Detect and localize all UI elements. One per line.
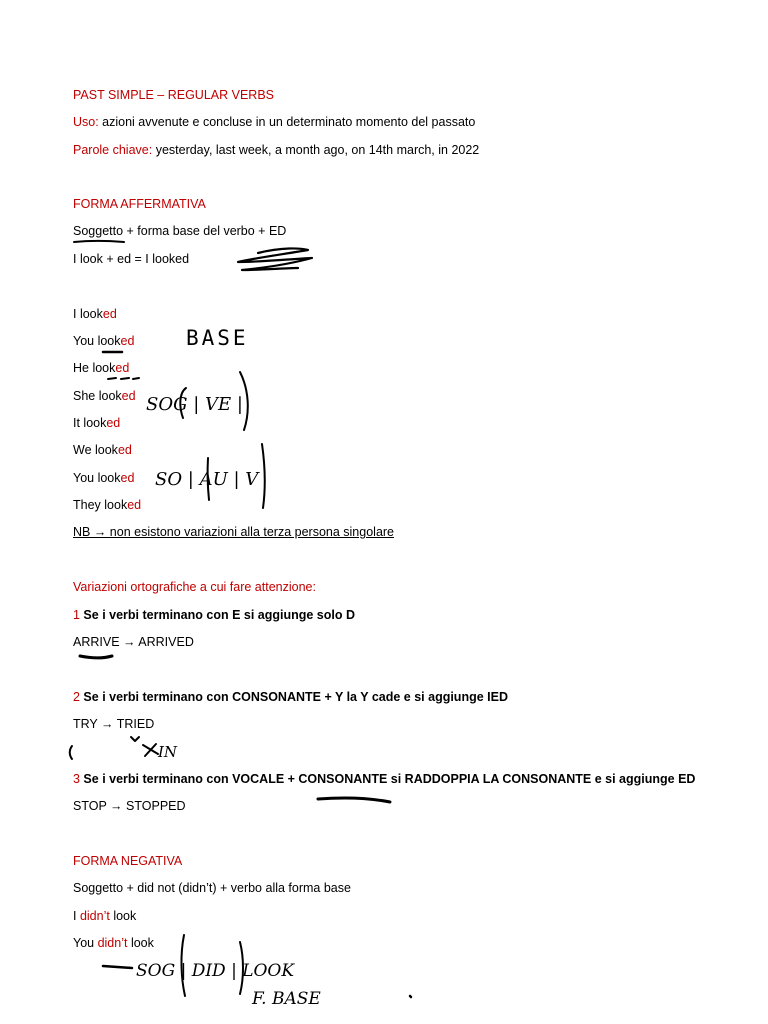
ink-mark-caret: [131, 737, 139, 741]
ink-underline-arrive: [80, 656, 112, 658]
ink-dash: [103, 966, 132, 968]
ink-dot: [410, 996, 411, 997]
negative-aux: didn’t: [79, 909, 110, 923]
ink-text-sog-ve: SOG | VE |: [146, 394, 243, 415]
negative-rule: Soggetto + did not (didn’t) + verbo alla forma base: [73, 881, 351, 895]
affirmative-title: FORMA AFFERMATIVA: [73, 197, 206, 211]
rule-number: 3: [73, 772, 80, 786]
negative-subject: I: [73, 909, 80, 923]
conjugation-subject: You look: [73, 334, 121, 348]
ink-mark-paren: [70, 746, 72, 759]
uso-text: azioni avvenute e concluse in un determinato momento del passato: [98, 115, 476, 129]
negative-verb: look: [109, 909, 137, 923]
conjugation-ending: ed: [127, 498, 142, 512]
conjugation-ending: ed: [117, 443, 132, 457]
ink-underline-consonante: [318, 798, 390, 802]
conjugation-subject: They look: [73, 498, 128, 512]
ink-scribble-1: [238, 248, 312, 270]
conjugation-ending: ed: [106, 416, 121, 430]
conjugation-subject: She look: [73, 389, 122, 403]
conjugation-ending: ed: [120, 334, 135, 348]
negative-aux: didn’t: [97, 936, 128, 950]
conjugation-subject: You look: [73, 471, 121, 485]
uso-label: Uso:: [73, 115, 99, 129]
conjugation-subject: We look: [73, 443, 118, 457]
negative-title: FORMA NEGATIVA: [73, 854, 183, 868]
ink-text-in: IN: [158, 743, 178, 761]
spelling-example: TRY → TRIED: [73, 717, 155, 731]
ink-text-f-base: F. BASE: [252, 989, 321, 1009]
ink-mark-he-3: [133, 378, 139, 379]
ink-text-sog-did-look: SOG | DID | LOOK: [136, 961, 295, 981]
spelling-title: Variazioni ortografiche a cui fare attenzione:: [73, 580, 316, 594]
conjugation-subject: It look: [73, 416, 107, 430]
spelling-example: STOP → STOPPED: [73, 799, 186, 813]
ink-bar-3: [262, 444, 265, 508]
rule-number: 2: [73, 690, 80, 704]
conjugation-subject: I look: [73, 307, 103, 321]
rule-text: Se i verbi terminano con CONSONANTE + Y la Y cade e si aggiunge IED: [79, 690, 508, 704]
affirmative-rule: Soggetto + forma base del verbo + ED: [73, 224, 287, 238]
spelling-example: ARRIVE → ARRIVED: [73, 635, 194, 649]
rule-text: Se i verbi terminano con E si aggiunge solo D: [79, 608, 356, 622]
ink-cross-y: [143, 744, 158, 756]
conjugation-subject: He look: [73, 361, 116, 375]
conjugation-ending: ed: [102, 307, 117, 321]
ink-text-base: BASE: [186, 326, 249, 350]
affirmative-example: I look + ed = I looked: [73, 252, 190, 266]
note-line: NB → non esistono variazioni alla terza persona singolare: [73, 525, 395, 539]
negative-verb: look: [127, 936, 154, 950]
ink-underline-soggetto: [74, 241, 124, 242]
conjugation-ending: ed: [120, 471, 135, 485]
rule-text: Se i verbi terminano con VOCALE + CONSONANTE si RADDOPPIA LA CONSONANTE e si aggiunge ED: [79, 772, 696, 786]
conjugation-ending: ed: [121, 389, 136, 403]
ink-mark-he-1: [108, 378, 116, 379]
conjugation-ending: ed: [115, 361, 130, 375]
page-title: PAST SIMPLE – REGULAR VERBS: [73, 88, 274, 102]
negative-subject: You: [73, 936, 98, 950]
rule-number: 1: [73, 608, 80, 622]
keywords-label: Parole chiave:: [73, 143, 153, 157]
ink-text-so-au-v: SO | AU | V: [155, 469, 259, 490]
ink-mark-he-2: [121, 378, 129, 379]
keywords-text: yesterday, last week, a month ago, on 14th march, in 2022: [152, 143, 480, 157]
